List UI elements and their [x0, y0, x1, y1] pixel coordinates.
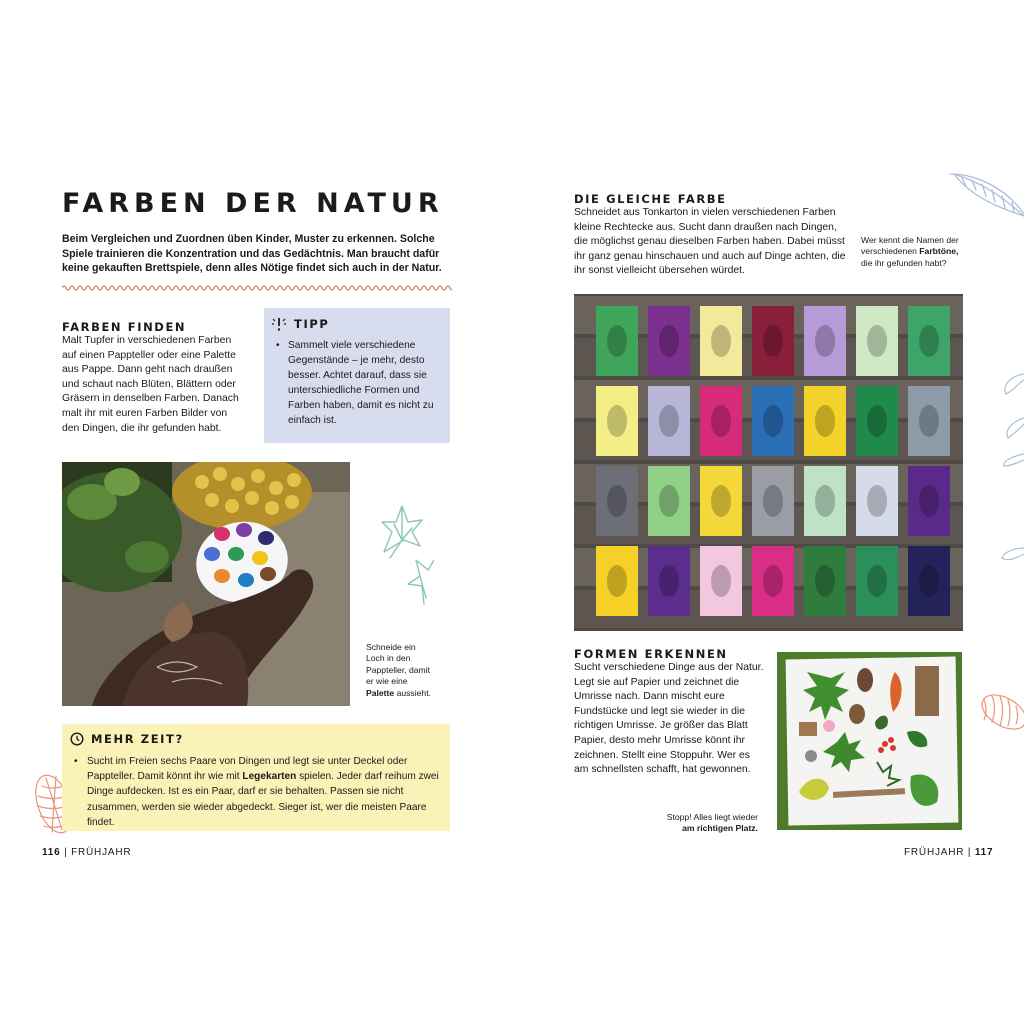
nature-object: [919, 565, 939, 597]
nature-object: [867, 405, 887, 437]
tip-box: [264, 308, 450, 443]
color-cards-photo: [574, 294, 963, 631]
section-heading-formen-erkennen: FORMEN ERKENNEN: [574, 647, 728, 661]
palette-dot: [260, 567, 276, 581]
left-page-section: FRÜHJAHR: [71, 847, 132, 858]
feather-decoration-icon: [946, 170, 1024, 222]
seed-decoration-icon: [984, 368, 1024, 588]
nature-object: [919, 405, 939, 437]
nature-object: [607, 325, 627, 357]
palette-dot: [252, 551, 268, 565]
tip-heading: TIPP: [294, 317, 330, 331]
palette-dot: [228, 547, 244, 561]
tip-list: [276, 338, 444, 428]
nature-object: [919, 325, 939, 357]
nature-object: [763, 485, 783, 517]
nature-object: [815, 485, 835, 517]
nature-object: [659, 325, 679, 357]
nature-object: [815, 325, 835, 357]
left-page-number: 116: [42, 847, 61, 858]
nature-object: [711, 485, 731, 517]
nature-object: [607, 565, 627, 597]
nature-object: [867, 485, 887, 517]
nature-object: [763, 405, 783, 437]
clock-icon: [70, 732, 84, 746]
nature-object: [659, 565, 679, 597]
nature-object: [711, 565, 731, 597]
section-heading-farben-finden: FARBEN FINDEN: [62, 320, 187, 334]
mehr-zeit-item: • Sucht im Freien sechs Paare von Dingen und legt sie unter Deckel oder Pappteller. Damit könnt ihr wie mit Legekarten spielen. Jeder darf reihum zwei Dinge aufdecken. Ist es ein Paar, darf er sie behalten. Passen sie nicht zusammen, werden sie wieder abgedeckt. Sieger ist, wer die meisten Paare findet.: [74, 754, 444, 830]
nature-object: [867, 565, 887, 597]
lightbulb-icon: [270, 316, 288, 332]
nature-object: [919, 485, 939, 517]
palette-dot: [204, 547, 220, 561]
nature-object: [607, 405, 627, 437]
side-question: Wer kennt die Namen der verschiedenen Farbtöne, die ihr gefunden habt?: [861, 235, 959, 268]
nature-object: [659, 485, 679, 517]
mehr-zeit-list: [74, 754, 444, 830]
palette-photo-caption: Schneide ein Loch in den Pappteller, damit er wie eine Palette aussieht.: [366, 642, 431, 698]
shapes-photo: [777, 652, 962, 830]
farben-finden-text: Malt Tupfer in verschiedenen Farben auf einen Pappteller oder eine Palette aus Pappe. Dann geht nach draußen und schaut nach Blüten, Blättern oder Gräsern in denselben Farben. Danach malt ihr mit euren Farben Bilder von den Dingen, die ihr gefunden habt.: [62, 335, 239, 434]
palette-dot: [214, 569, 230, 583]
left-page-footer: 116 | FRÜHJAHR: [42, 847, 132, 858]
wavy-divider: [62, 283, 452, 293]
palette-dot: [238, 573, 254, 587]
mehr-zeit-heading: MEHR ZEIT?: [91, 732, 184, 746]
nature-object: [867, 325, 887, 357]
palette-photo: [62, 462, 350, 706]
shapes-photo-caption: Stopp! Alles liegt wieder am richtigen Platz.: [666, 812, 758, 834]
leaf-decoration-icon: [372, 498, 434, 610]
formen-erkennen-text: Sucht verschiedene Dinge aus der Natur. Legt sie auf Papier und zeichnet die Umrisse nach. Dann mischt eure Fundstücke und legt sie wieder in die richtigen Umrisse. Je größer das Blatt Papier, desto mehr Umrisse könnt ihr zeichnen. Stellt eine Stoppuhr. Wer es am schnellsten schafft, hat gewonnen.: [574, 662, 764, 776]
nature-object: [711, 405, 731, 437]
palette-dot: [258, 531, 274, 545]
nature-object: [711, 325, 731, 357]
section-heading-gleiche-farbe: DIE GLEICHE FARBE: [574, 192, 727, 206]
mehr-zeit-box: [62, 724, 450, 831]
right-page-footer: FRÜHJAHR | 117: [904, 847, 994, 858]
nature-object: [815, 565, 835, 597]
page-title: FARBEN DER NATUR: [62, 188, 444, 219]
nature-object: [607, 485, 627, 517]
right-page-number: 117: [974, 847, 994, 858]
palette-dot: [236, 523, 252, 537]
tip-item: • Sammelt viele verschiedene Gegenstände – je mehr, desto besser. Achtet darauf, dass sie unterschiedliche Formen und Farben haben, damit es nicht zu einfach ist.: [276, 338, 444, 428]
nature-object: [659, 405, 679, 437]
pinecone-decoration-right-icon: [978, 684, 1024, 744]
nature-object: [815, 405, 835, 437]
intro-text: Beim Vergleichen und Zuordnen üben Kinder, Muster zu erkennen. Solche Spiele trainieren die Konzentration und das Gedächtnis. Man braucht dafür keine gekauften Brettspiele, denn alles Nötige findet sich auch in der Natur.: [62, 233, 442, 274]
right-page-section: FRÜHJAHR: [904, 847, 965, 858]
palette-dot: [214, 527, 230, 541]
gleiche-farbe-text: Schneidet aus Tonkarton in vielen verschiedenen Farben kleine Rechtecke aus. Sucht dann draußen nach Dingen, die möglichst genau dieselben Farben haben. Dabei müsst ihr ganz genau hinschauen und auch auf Dinge achten, die ihr sonst vielleicht übersehen würdet.: [574, 207, 846, 277]
nature-object: [763, 565, 783, 597]
nature-object: [763, 325, 783, 357]
